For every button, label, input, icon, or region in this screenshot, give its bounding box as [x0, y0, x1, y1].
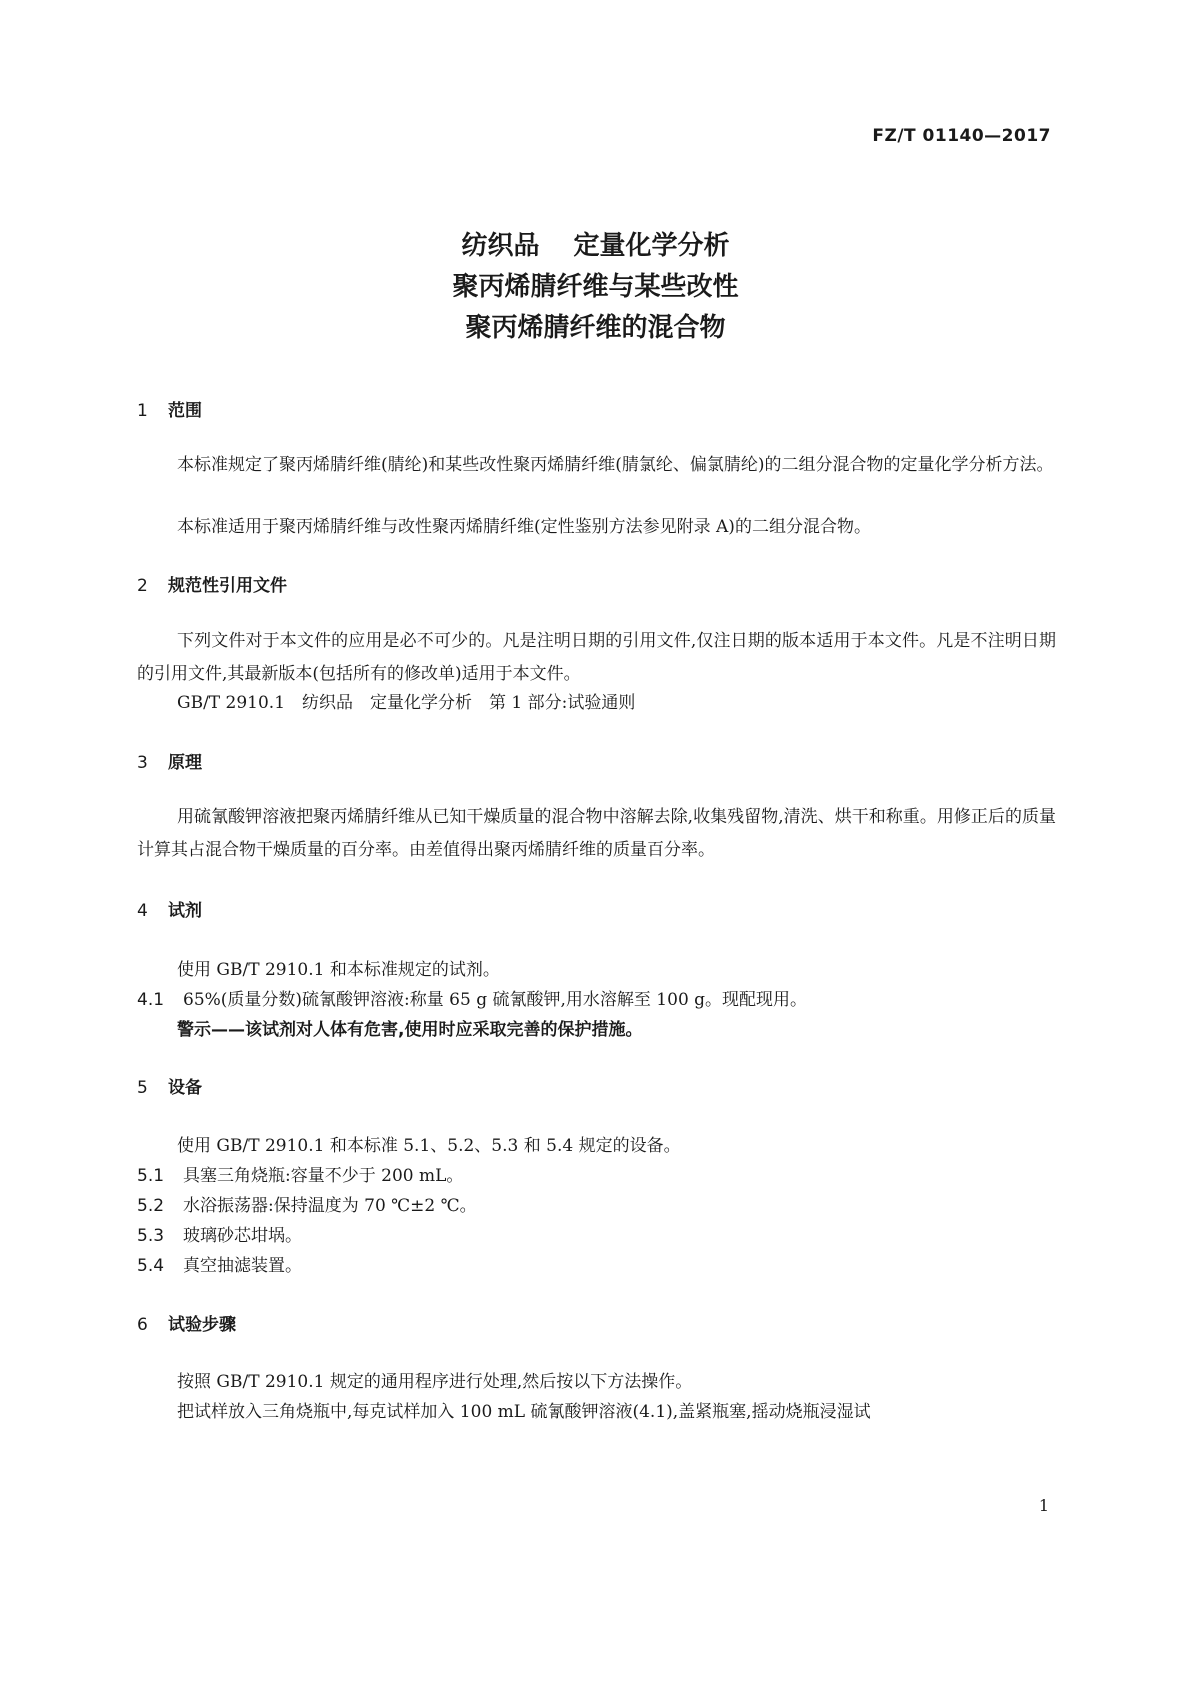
safety-warning: 警示——该试剂对人体有危害,使用时应采取完善的保护措施。	[177, 1020, 643, 1040]
title-line-2: 聚丙烯腈纤维与某些改性	[452, 272, 739, 302]
clause-text: 玻璃砂芯坩埚。	[183, 1226, 302, 1246]
section-5-heading	[137, 1073, 202, 1098]
clause-text: 65%(质量分数)硫氰酸钾溶液:称量 65 g 硫氰酸钾,用水溶解至 100 g。现配现用。	[183, 990, 808, 1010]
section-6-paragraph-1: 按照 GB/T 2910.1 规定的通用程序进行处理,然后按以下方法操作。	[177, 1372, 693, 1392]
clause-number: 5.2	[137, 1196, 165, 1216]
section-title: 原理	[168, 753, 202, 773]
section-6-heading	[137, 1310, 236, 1335]
section-6-paragraph-2: 把试样放入三角烧瓶中,每克试样加入 100 mL 硫氰酸钾溶液(4.1),盖紧瓶塞,摇动烧瓶浸湿试	[177, 1402, 871, 1422]
section-number: 6	[137, 1315, 148, 1335]
title-line-1-part-1: 纺织品	[461, 231, 540, 261]
section-4-heading	[137, 896, 202, 921]
section-title: 设备	[168, 1078, 202, 1098]
clause-number: 4.1	[137, 990, 165, 1010]
title-line-3: 聚丙烯腈纤维的混合物	[465, 313, 726, 343]
clause-text: 水浴振荡器:保持温度为 70 ℃±2 ℃。	[183, 1196, 477, 1216]
clause-5-4	[137, 1251, 302, 1276]
section-3-heading	[137, 748, 202, 773]
normative-reference: GB/T 2910.1 纺织品 定量化学分析 第 1 部分:试验通则	[177, 693, 636, 713]
section-1-heading	[137, 396, 202, 421]
section-number: 3	[137, 753, 148, 773]
clause-text: 具塞三角烧瓶:容量不少于 200 mL。	[183, 1166, 464, 1186]
section-2-paragraph-1: 下列文件对于本文件的应用是必不可少的。凡是注明日期的引用文件,仅注日期的版本适用于本文件。凡是不注明日期的引用文件,其最新版本(包括所有的修改单)适用于本文件。	[137, 631, 1056, 684]
clause-text: 真空抽滤装置。	[183, 1256, 302, 1276]
section-title: 试剂	[168, 901, 202, 921]
clause-5-3	[137, 1221, 302, 1246]
section-3-paragraph-1: 用硫氰酸钾溶液把聚丙烯腈纤维从已知干燥质量的混合物中溶解去除,收集残留物,清洗、烘干和称重。用修正后的质量计算其占混合物干燥质量的百分率。由差值得出聚丙烯腈纤维的质量百分率。	[137, 807, 1056, 860]
section-title: 规范性引用文件	[168, 576, 287, 596]
section-number: 2	[137, 576, 148, 596]
clause-number: 5.3	[137, 1226, 165, 1246]
section-1-paragraph-1: 本标准规定了聚丙烯腈纤维(腈纶)和某些改性聚丙烯腈纤维(腈氯纶、偏氯腈纶)的二组分混合物的定量化学分析方法。	[177, 455, 1054, 475]
document-title	[0, 226, 1191, 349]
section-number: 5	[137, 1078, 148, 1098]
clause-4-1	[137, 985, 807, 1010]
page-number: 1	[1038, 1496, 1049, 1515]
section-number: 4	[137, 901, 148, 921]
title-line-1	[0, 226, 1191, 267]
clause-5-1	[137, 1161, 463, 1186]
section-1-paragraph-2: 本标准适用于聚丙烯腈纤维与改性聚丙烯腈纤维(定性鉴别方法参见附录 A)的二组分混合物。	[177, 517, 871, 537]
section-5-intro: 使用 GB/T 2910.1 和本标准 5.1、5.2、5.3 和 5.4 规定的设备。	[177, 1136, 681, 1156]
clause-5-2	[137, 1191, 477, 1216]
clause-number: 5.4	[137, 1256, 165, 1276]
section-2-heading	[137, 571, 287, 596]
title-line-1-part-2: 定量化学分析	[573, 231, 730, 261]
section-4-intro: 使用 GB/T 2910.1 和本标准规定的试剂。	[177, 960, 500, 980]
standard-code: FZ/T 01140—2017	[872, 126, 1051, 146]
section-number: 1	[137, 401, 148, 421]
section-title: 范围	[168, 401, 202, 421]
clause-number: 5.1	[137, 1166, 165, 1186]
section-title: 试验步骤	[168, 1315, 236, 1335]
